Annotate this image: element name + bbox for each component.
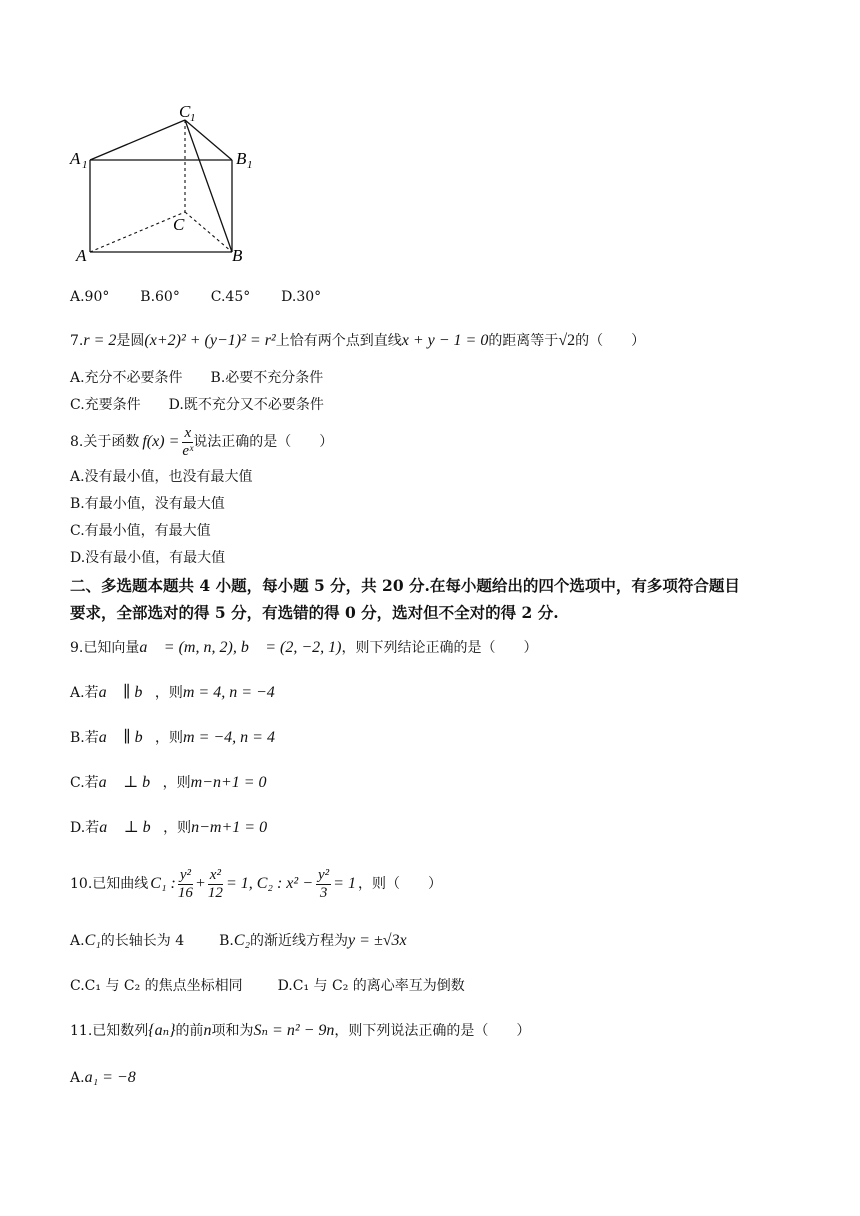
q6-option-a[interactable]: A.90° (70, 289, 110, 305)
q10-option-d[interactable]: D.C₁ 与 C₂ 的离心率互为倒数 (277, 978, 465, 994)
q9-d-res: n−m+1 = 0 (191, 819, 268, 836)
q7-options-row2[interactable]: C.充要条件 D.既不充分又不必要条件 (70, 397, 324, 413)
q10-frac2-num: x² (209, 866, 221, 883)
q7-text1: 是圆 (116, 333, 145, 349)
label-C1: C (179, 102, 191, 121)
q10-b-text: 的渐近线方程为 (250, 933, 349, 949)
q11-a-pre: A. (70, 1070, 85, 1086)
q9-option-b[interactable] (70, 728, 275, 748)
q9-b-cond: a⃗ ∥ b⃗ (98, 729, 156, 746)
q7-options-row1[interactable]: A.充分不必要条件 B.必要不充分条件 (70, 370, 324, 386)
q6-option-c[interactable]: C.45° (210, 289, 251, 305)
q9-b-res: m = −4, n = 4 (183, 729, 275, 746)
q8-stem (70, 424, 333, 460)
q9-option-a[interactable] (70, 683, 275, 703)
q7-stem (70, 331, 645, 351)
q7-number: 7. (70, 333, 84, 349)
q6-options (70, 287, 321, 307)
q9-b-pre: B.若 (70, 730, 99, 746)
q11-seq: {aₙ} (148, 1022, 176, 1039)
q7-math-circle: (x+2)² + (y−1)² = r² (144, 332, 276, 349)
q9-c-cond: a⃗ ⊥ b⃗ (98, 774, 163, 791)
q11-suffix: ，则下列说法正确的是（ ） (334, 1023, 531, 1039)
q9-d-mid: ，则 (163, 820, 192, 836)
q9-option-c[interactable] (70, 773, 267, 793)
q10-b-math: C₂ (233, 932, 251, 949)
q9-vectors: a⃗ = (m, n, 2), b⃗ = (2, −2, 1) (139, 639, 342, 656)
q10-eq1: = 1 (333, 875, 356, 892)
q9-a-pre: A.若 (70, 685, 99, 701)
label-C: C (173, 215, 185, 234)
q9-d-pre: D.若 (70, 820, 100, 836)
q10-frac1-den: 16 (177, 884, 193, 901)
q10-prefix: 10.已知曲线 (70, 876, 149, 892)
q10-mid: = 1, C₂ : x² − (225, 875, 313, 892)
q11-n: n (203, 1022, 212, 1039)
q10-frac2-den: 12 (207, 884, 223, 901)
prism-figure (60, 100, 280, 270)
q11-a-math: a₁ = −8 (84, 1069, 136, 1086)
q8-option-c[interactable]: C.有最小值，有最大值 (70, 523, 211, 539)
q9-suffix: ，则下列结论正确的是（ ） (341, 640, 538, 656)
q8-fraction (182, 425, 193, 460)
q11-prefix: 11.已知数列 (70, 1023, 149, 1039)
q10-frac3 (316, 867, 331, 902)
q11-mid2: 项和为 (211, 1023, 254, 1039)
q10-option-b[interactable] (219, 933, 407, 949)
q11-option-a[interactable] (70, 1068, 136, 1088)
q7-text2: 上恰有两个点到直线 (275, 333, 402, 349)
label-A1: A (70, 149, 81, 168)
q9-option-d[interactable] (70, 818, 267, 838)
q11-stem (70, 1021, 530, 1041)
label-B: B (232, 246, 243, 265)
q9-c-mid: ，则 (162, 775, 191, 791)
q10-a-text: 的长轴长为 4 (100, 933, 185, 949)
q10-b-pre: B. (219, 933, 234, 949)
q10-b-eq: y = ±√3x (348, 932, 407, 949)
q9-b-mid: ，则 (155, 730, 184, 746)
edge-AC (90, 212, 185, 252)
q8-prefix: 8.关于函数 (70, 434, 140, 450)
label-B1-sub: 1 (247, 159, 253, 171)
q8-option-b[interactable]: B.有最小值，没有最大值 (70, 496, 225, 512)
q6-option-b[interactable]: B.60° (140, 289, 180, 305)
q9-a-mid: ，则 (154, 685, 183, 701)
q8-option-a[interactable]: A.没有最小值，也没有最大值 (70, 469, 253, 485)
q10-options-row2 (70, 976, 465, 996)
q10-option-c[interactable]: C.C₁ 与 C₂ 的焦点坐标相同 (70, 978, 243, 994)
q10-options-row1 (70, 931, 407, 951)
label-A1-sub: 1 (82, 159, 88, 171)
label-C1-sub: 1 (190, 112, 196, 124)
q9-d-cond: a⃗ ⊥ b⃗ (99, 819, 164, 836)
q7-math-r: r = 2 (83, 332, 117, 349)
q7-text3: 的距离等于 (488, 333, 559, 349)
q11-mid: 的前 (175, 1023, 204, 1039)
q10-frac1-num: y² (179, 866, 191, 883)
label-B1: B (236, 149, 247, 168)
q7-math-sqrt2: √2 (558, 332, 576, 349)
q10-suffix: ，则（ ） (357, 876, 442, 892)
q10-frac1 (178, 867, 193, 902)
edge-A1C1 (90, 120, 185, 160)
q10-frac3-num: y² (318, 866, 330, 883)
q10-c1: C₁ : (150, 875, 176, 892)
q10-frac2 (208, 867, 223, 902)
q6-option-d[interactable]: D.30° (281, 289, 322, 305)
q10-option-a[interactable]: A.C₁的长轴长为 4 (70, 932, 185, 949)
q10-a-math: C₁ (84, 932, 101, 949)
q9-c-res: m−n+1 = 0 (190, 774, 267, 791)
q10-plus: + (194, 875, 206, 892)
q8-frac-den: eˣ (182, 442, 194, 459)
q9-stem (70, 638, 538, 658)
section2-line1: 二、多选题本题共 4 小题，每小题 5 分，共 20 分.在每小题给出的四个选项中，有多项符合题目 (70, 576, 740, 595)
q9-a-cond: a⃗ ∥ b⃗ (98, 684, 155, 701)
q9-a-res: m = 4, n = −4 (182, 684, 275, 701)
q10-frac3-den: 3 (319, 884, 328, 901)
q7-text4: 的（ ） (575, 333, 646, 349)
q9-c-pre: C.若 (70, 775, 99, 791)
q10-stem (70, 862, 442, 906)
section2-line2: 要求，全部选对的得 5 分，有选错的得 0 分，选对但不全对的得 2 分. (70, 603, 559, 622)
q9-prefix: 9.已知向量 (70, 640, 140, 656)
q7-math-line: x + y − 1 = 0 (401, 332, 489, 349)
q8-frac-num: x (182, 425, 193, 443)
q8-option-d[interactable]: D.没有最小值，有最大值 (70, 550, 226, 566)
label-A: A (76, 246, 87, 265)
q11-sum: Sₙ = n² − 9n (253, 1022, 335, 1039)
q8-func: f(x) = (142, 433, 180, 450)
q8-suffix: 说法正确的是（ ） (193, 434, 334, 450)
